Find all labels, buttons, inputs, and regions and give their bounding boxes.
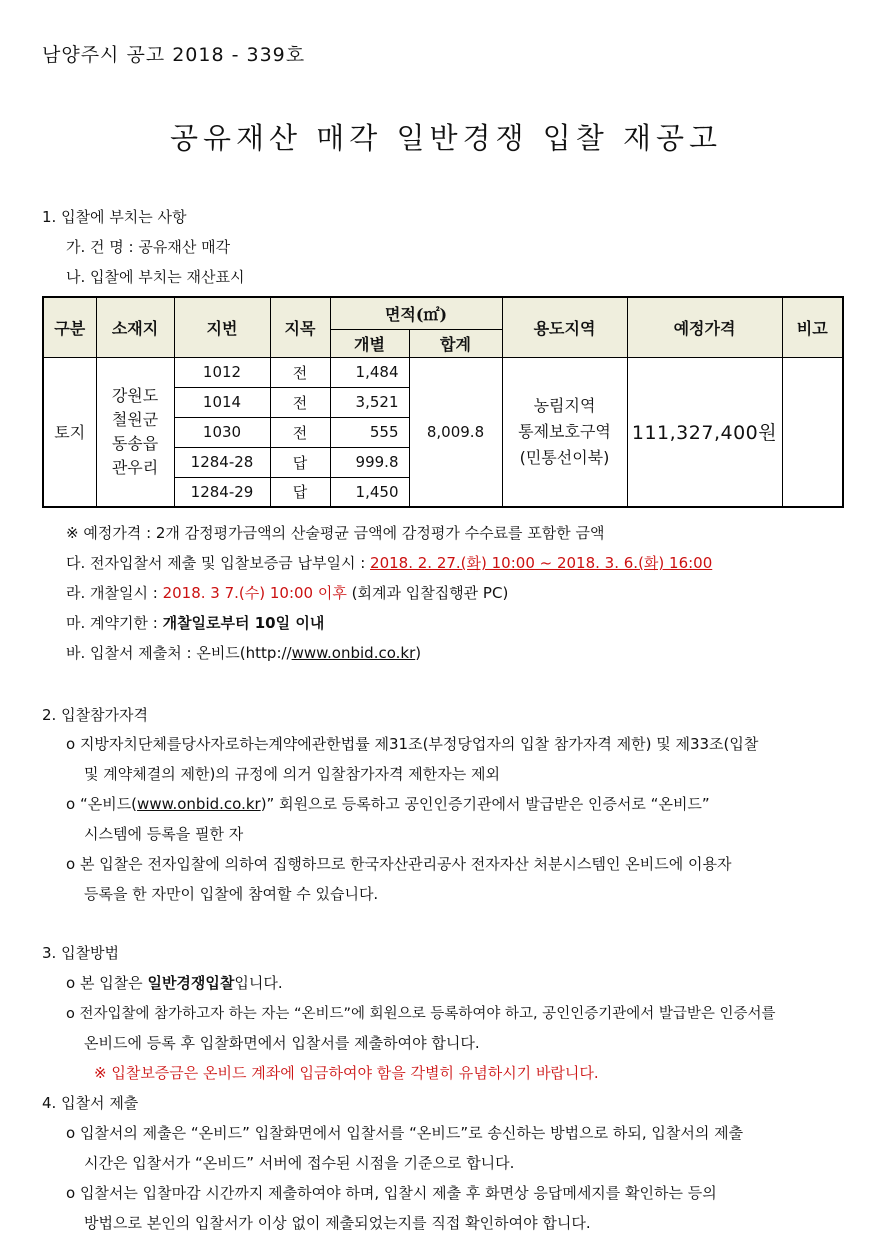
s3-bullet-1-post: 입니다. — [234, 974, 283, 992]
cell-jimok: 전 — [270, 387, 330, 417]
s4-bullet-1-line-2: 시간은 입찰서가 “온비드” 서버에 접수된 시점을 기준으로 합니다. — [84, 1154, 515, 1172]
opening-date: 2018. 3 7.(수) 10:00 이후 — [162, 584, 347, 602]
s4-bullet-2-line-2: 방법으로 본인의 입찰서가 이상 없이 제출되었는지를 직접 확인하여야 합니다. — [84, 1214, 591, 1232]
item-ga: 가. 건 명 : 공유재산 매각 — [66, 238, 231, 256]
item-da-label: 다. 전자입찰서 제출 및 입찰보증금 납부일시 : — [66, 554, 371, 572]
document-title: 공유재산 매각 일반경쟁 입찰 재공고 — [169, 121, 723, 155]
header-note: 비고 — [782, 297, 843, 357]
header-gubun: 구분 — [43, 297, 96, 357]
s3-bullet-1-pre: o 본 입찰은 — [66, 974, 148, 992]
item-ra-suffix: (회계과 입찰집행관 PC) — [346, 584, 509, 602]
item-ba — [66, 642, 421, 663]
cell-area: 3,521 — [330, 387, 409, 417]
s2-bullet-2-line-1 — [66, 793, 710, 814]
s3-bullet-1 — [66, 972, 283, 993]
s2-bullet-1-line-2: 및 계약체결의 제한)의 규정에 의거 입찰참가자격 제한자는 제외 — [84, 765, 500, 783]
location-line: 동송읍 — [111, 433, 159, 453]
zone-line: (민통선이북) — [519, 447, 610, 467]
onbid-link[interactable]: www.onbid.co.kr — [291, 644, 416, 662]
s3-bullet-2-line-1: o 전자입찰에 참가하고자 하는 자는 “온비드”에 회원으로 등록하여야 하고, 공인인증기관에서 발급받은 인증서를 — [66, 1006, 776, 1022]
s4-bullet-1-line-1: o 입찰서의 제출은 “온비드” 입찰화면에서 입찰서를 “온비드”로 송신하는 방법으로 하되, 입찰서의 제출 — [66, 1124, 744, 1142]
header-area-total: 합계 — [409, 329, 502, 357]
item-na: 나. 입찰에 부치는 재산표시 — [66, 268, 245, 286]
cell-price: 111,327,400원 — [627, 357, 782, 507]
cell-jimok: 전 — [270, 357, 330, 387]
cell-jimok: 답 — [270, 447, 330, 477]
cell-total: 8,009.8 — [409, 357, 502, 507]
item-da — [66, 552, 712, 573]
header-zone: 용도지역 — [502, 297, 627, 357]
item-ba-suffix: ) — [415, 644, 422, 662]
header-area-each: 개별 — [330, 329, 409, 357]
header-jibun: 지번 — [174, 297, 270, 357]
location-line: 강원도 — [111, 385, 159, 405]
bid-type: 일반경쟁입찰 — [147, 974, 235, 992]
item-ma — [66, 612, 324, 633]
cell-note — [782, 357, 843, 507]
item-ba-label: 바. 입찰서 제출처 : 온비드(http:// — [66, 644, 292, 662]
cell-zone — [502, 357, 627, 507]
item-ma-label: 마. 계약기한 : — [66, 614, 163, 632]
section-3-heading: 3. 입찰방법 — [42, 944, 120, 962]
cell-location — [96, 357, 174, 507]
s4-bullet-2-line-1: o 입찰서는 입찰마감 시간까지 제출하여야 하며, 입찰시 제출 후 화면상 응답메세지를 확인하는 등의 — [66, 1184, 717, 1202]
contract-deadline: 개찰일로부터 10일 이내 — [162, 614, 325, 632]
cell-area: 1,450 — [330, 477, 409, 507]
s2-bullet-2-post: )” 회원으로 등록하고 공인인증기관에서 발급받은 인증서로 “온비드” — [260, 795, 710, 813]
zone-line: 농림지역 — [533, 395, 596, 415]
onbid-link-2[interactable]: www.onbid.co.kr — [137, 795, 261, 813]
section-1-heading: 1. 입찰에 부치는 사항 — [42, 208, 187, 226]
s3-bullet-2-line-2: 온비드에 등록 후 입찰화면에서 입찰서를 제출하여야 합니다. — [84, 1034, 480, 1052]
item-ra-label: 라. 개찰일시 : — [66, 584, 163, 602]
cell-jibun: 1284-28 — [174, 447, 270, 477]
s2-bullet-3-line-1: o 본 입찰은 전자입찰에 의하여 집행하므로 한국자산관리공사 전자자산 처분시스템인 온비드에 이용자 — [66, 855, 732, 873]
cell-jibun: 1030 — [174, 417, 270, 447]
section-4-heading: 4. 입찰서 제출 — [42, 1094, 139, 1112]
header-location: 소재지 — [96, 297, 174, 357]
zone-line: 통제보호구역 — [518, 421, 611, 441]
s2-bullet-2-pre: o “온비드( — [66, 795, 138, 813]
property-table — [42, 296, 844, 508]
s2-bullet-1-line-1: o 지방자치단체를당사자로하는계약에관한법률 제31조(부정당업자의 입찰 참가자격 제한) 및 제33조(입찰 — [66, 735, 759, 753]
cell-jibun: 1014 — [174, 387, 270, 417]
section-2-heading: 2. 입찰참가자격 — [42, 706, 149, 724]
s2-bullet-3-line-2: 등록을 한 자만이 입찰에 참여할 수 있습니다. — [84, 885, 379, 903]
location-line: 관우리 — [111, 457, 159, 477]
header-price: 예정가격 — [627, 297, 782, 357]
item-ra — [66, 582, 508, 603]
notice-number: 남양주시 공고 2018 - 339호 — [42, 44, 306, 66]
deposit-warning: ※ 입찰보증금은 온비드 계좌에 입금하여야 함을 각별히 유념하시기 바랍니다. — [94, 1064, 599, 1082]
cell-jimok: 답 — [270, 477, 330, 507]
cell-gubun: 토지 — [43, 357, 96, 507]
cell-jibun: 1012 — [174, 357, 270, 387]
cell-area: 1,484 — [330, 357, 409, 387]
bid-period: 2018. 2. 27.(화) 10:00 ~ 2018. 3. 6.(화) 16:00 — [370, 554, 713, 572]
cell-jimok: 전 — [270, 417, 330, 447]
cell-jibun: 1284-29 — [174, 477, 270, 507]
s2-bullet-2-line-2: 시스템에 등록을 필한 자 — [84, 825, 244, 843]
header-jimok: 지목 — [270, 297, 330, 357]
location-line: 철원군 — [111, 409, 159, 429]
header-area: 면적(㎡) — [330, 297, 502, 329]
cell-area: 999.8 — [330, 447, 409, 477]
price-note: ※ 예정가격 : 2개 감정평가금액의 산술평균 금액에 감정평가 수수료를 포함한 금액 — [66, 524, 605, 542]
cell-area: 555 — [330, 417, 409, 447]
